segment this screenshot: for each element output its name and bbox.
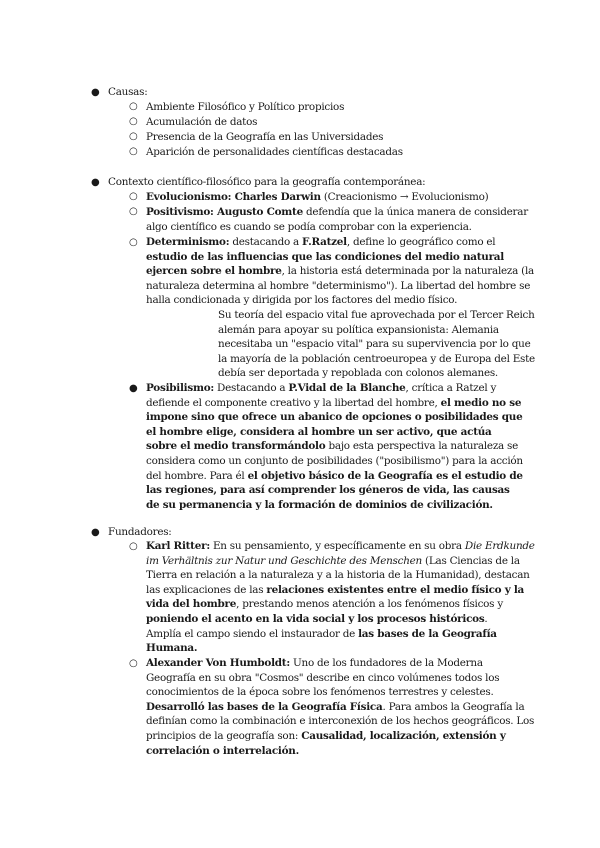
determinismo-item: Determinismo: destacando a F.Ratzel, define lo geográfico como el estudio de las influencias que las condiciones del medio natural ejercen sobre el hombre, la historia está determinada por la naturaleza (la naturaleza determina al hombre "determinismo"). La libertad del hombre se halla condicionada y dirigida por los factores del medio físico. (146, 236, 534, 307)
bullet-circle-icon: ○ (129, 206, 138, 217)
bullet-circle-icon: ○ (129, 146, 138, 157)
section-fundadores-title: Fundadores: (108, 526, 172, 538)
evolucionismo-item: Evolucionismo: Charles Darwin (Creacionismo → Evolucionismo) (146, 191, 489, 203)
bullet-circle-icon: ○ (129, 131, 138, 142)
bullet-disc-icon: ● (91, 87, 100, 98)
bullet-circle-icon: ○ (129, 541, 138, 552)
determinismo-indented-paragraph: Su teoría del espacio vital fue aprovechada por el Tercer Reich alemán para apoyar su política expansionista: Alemania necesitaba un "espacio vital" para su supervivencia por lo que la mayoría de la población centroeuropea y de Europa del Este debía ser deportada y repoblada con colonos alemanes. (218, 309, 535, 380)
bullet-circle-icon: ○ (129, 101, 138, 112)
posibilismo-item: Posibilismo: Destacando a P.Vidal de la Blanche, crítica a Ratzel y defiende el componente creativo y la libertad del hombre, el medio no se impone sino que ofrece un abanico de opciones o posibilidades que el hombre elige, considera al hombre un ser activo, que actúa sobre el medio transformándolo bajo esta perspectiva la naturaleza se considera como un conjunto de posibilidades ("posibilismo") para la acción del hombre. Para él el objetivo básico de la Geografía es el estudio de las regiones, para así comprender los géneros de vida, las causas de su permanencia y la formación de dominios de civilización. (146, 382, 523, 511)
positivismo-item: Positivismo: Augusto Comte defendía que la única manera de considerar algo científico es cuando se podía comprobar con la experiencia. (146, 206, 528, 233)
list-item: Ambiente Filosófico y Político propicios (146, 101, 345, 113)
section-causas-title: Causas: (108, 86, 148, 98)
bullet-disc-icon: ● (91, 177, 100, 188)
bullet-circle-icon: ○ (129, 658, 138, 669)
list-item: Presencia de la Geografía en las Universidades (146, 131, 384, 143)
section-contexto-title: Contexto científico-filosófico para la geografía contemporánea: (108, 176, 426, 188)
bullet-disc-icon: ● (129, 383, 138, 394)
list-item: Aparición de personalidades científicas destacadas (146, 146, 403, 158)
list-item: Acumulación de datos (146, 116, 258, 128)
ritter-item: Karl Ritter: En su pensamiento, y específicamente en su obra Die Erdkunde im Verhältnis zur Natur und Geschichte des Menschen (Las Ciencias de la Tierra en relación a la naturaleza y a la historia de la Humanidad), destacan las explicaciones de las relaciones existentes entre el medio físico y la vida del hombre, prestando menos atención a los fenómenos físicos y poniendo el acento en la vida social y los procesos históricos. Amplía el campo siendo el instaurador de las bases de la Geografía Humana. (146, 540, 535, 655)
bullet-disc-icon: ● (91, 527, 100, 538)
bullet-circle-icon: ○ (129, 237, 138, 248)
bullet-circle-icon: ○ (129, 191, 138, 202)
bullet-circle-icon: ○ (129, 116, 138, 127)
humboldt-item: Alexander Von Humboldt: Uno de los fundadores de la Moderna Geografía en su obra "Cosmos" describe en cinco volúmenes todos los conocimientos de la época sobre los fenómenos terrestres y celestes. Desarrolló las bases de la Geografía Física. Para ambos la Geografía la definían como la combinación e interconexión de los hechos geográficos. Los principios de la geografía son: Causalidad, localización, extensión y correlación o interrelación. (146, 657, 535, 757)
